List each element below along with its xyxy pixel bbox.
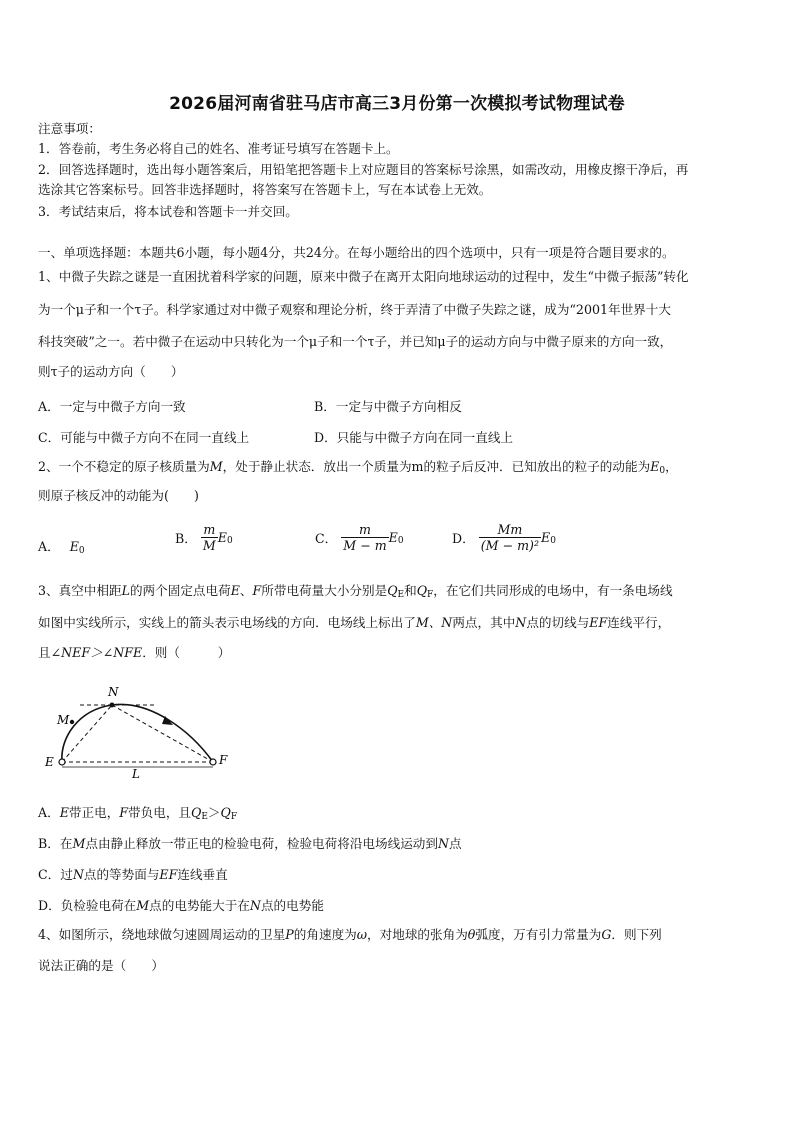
q3-line-1: 3、真空中相距L的两个固定点电荷E、F所带电荷量大小分别是$Q_E$和$Q_F$，在它们共同形成的电场中，有一条电场线: [38, 583, 673, 600]
q2-option-c: C． $\frac{m}{M - m}$ $E_0$: [315, 522, 404, 553]
note-3: 3．考试结束后，将本试卷和答题卡一并交回。: [38, 204, 298, 219]
q2-line-1: 2、一个不稳定的原子核质量为M，处于静止状态．放出一个质量为m的粒子后反冲．已知放出的粒子的动能为$E_0$，: [38, 459, 678, 476]
point-m: [70, 720, 74, 724]
q2-option-c-fraction: $\frac{m}{M - m}$: [343, 522, 387, 553]
q2-option-b: B． $\frac{m}{M}$ $E_0$: [175, 522, 233, 553]
charge-e: [59, 759, 65, 765]
q4-line-2: 说法正确的是（ ）: [38, 958, 164, 973]
q3-line-3: 且∠NEF＞∠NFE．则（ ）: [38, 645, 231, 660]
q1-line-2: 为一个μ子和一个τ子。科学家通过对中微子观察和理论分析，终于弄清了中微子失踪之谜，成为“2001年世界十大: [38, 302, 671, 317]
q2-option-d: D． $\frac{Mm}{\text{(M − m)²}}$ $E_0$: [452, 522, 556, 553]
q1-line-3: 科技突破”之一。若中微子在运动中只转化为一个μ子和一个τ子，并已知μ子的运动方向与中微子原来的方向一致，: [38, 334, 673, 349]
section-heading: 一、单项选择题：本题共6小题，每小题4分，共24分。在每小题给出的四个选项中，只有一项是符合题目要求的。: [38, 245, 675, 260]
label-m: M: [57, 713, 70, 727]
q1-option-b: B．一定与中微子方向相反: [314, 399, 462, 414]
q1-line-1: 1、中微子失踪之谜是一直困扰着科学家的问题，原来中微子在离开太阳向地球运动的过程中，发生“中微子振荡”转化: [38, 269, 689, 284]
note-2-cont: 选涂其它答案标号。回答非选择题时，将答案写在答题卡上，写在本试卷上无效。: [38, 182, 492, 197]
label-l: L: [132, 767, 140, 780]
q1-option-a: A．一定与中微子方向一致: [38, 399, 186, 414]
q1-option-d: D．只能与中微子方向在同一直线上: [314, 430, 514, 445]
q1-option-c: C．可能与中微子方向不在同一直线上: [38, 430, 250, 445]
note-1: 1．答卷前，考生务必将自己的姓名、准考证号填写在答题卡上。: [38, 141, 399, 156]
q3-option-d: D．负检验电荷在M点的电势能大于在N点的电势能: [38, 898, 324, 913]
q1-line-4: 则τ子的运动方向（ ）: [38, 364, 184, 379]
q2-option-a: A． $E_0$: [38, 539, 85, 556]
label-f: F: [219, 753, 228, 767]
q2-option-d-fraction: $\frac{Mm}{\text{(M − m)²}}$: [480, 522, 539, 553]
label-e: E: [45, 755, 54, 769]
notes-heading: 注意事项：: [38, 121, 101, 136]
q4-line-1: 4、如图所示，绕地球做匀速圆周运动的卫星P的角速度为ω，对地球的张角为θ弧度，万有引力常量为G．则下列: [38, 927, 662, 942]
field-line-curve: [62, 704, 213, 762]
q3-option-c: C．过N点的等势面与EF连线垂直: [38, 867, 228, 882]
q2-line-2: 则原子核反冲的动能为( ): [38, 488, 199, 503]
electric-field-diagram: [40, 680, 240, 780]
nf-dashed-line: [112, 705, 213, 762]
q3-option-b: B．在M点由静止释放一带正电的检验电荷，检验电荷将沿电场线运动到N点: [38, 836, 462, 851]
q3-line-2: 如图中实线所示，实线上的箭头表示电场线的方向．电场线上标出了M、N两点，其中N点的切线与EF连线平行，: [38, 615, 671, 630]
note-2: 2．回答选择题时，选出每小题答案后，用铅笔把答题卡上对应题目的答案标号涂黑，如需改动，用橡皮擦干净后，再: [38, 162, 689, 177]
page-title: 2026届河南省驻马店市高三3月份第一次模拟考试物理试卷: [169, 94, 625, 114]
charge-f: [210, 759, 216, 765]
q2-option-b-fraction: $\frac{m}{M}$: [202, 522, 216, 553]
point-n: [110, 703, 115, 708]
label-n: N: [108, 685, 119, 699]
q3-option-a: A．E带正电，F带负电，且$Q_E>Q_F$: [38, 805, 238, 822]
